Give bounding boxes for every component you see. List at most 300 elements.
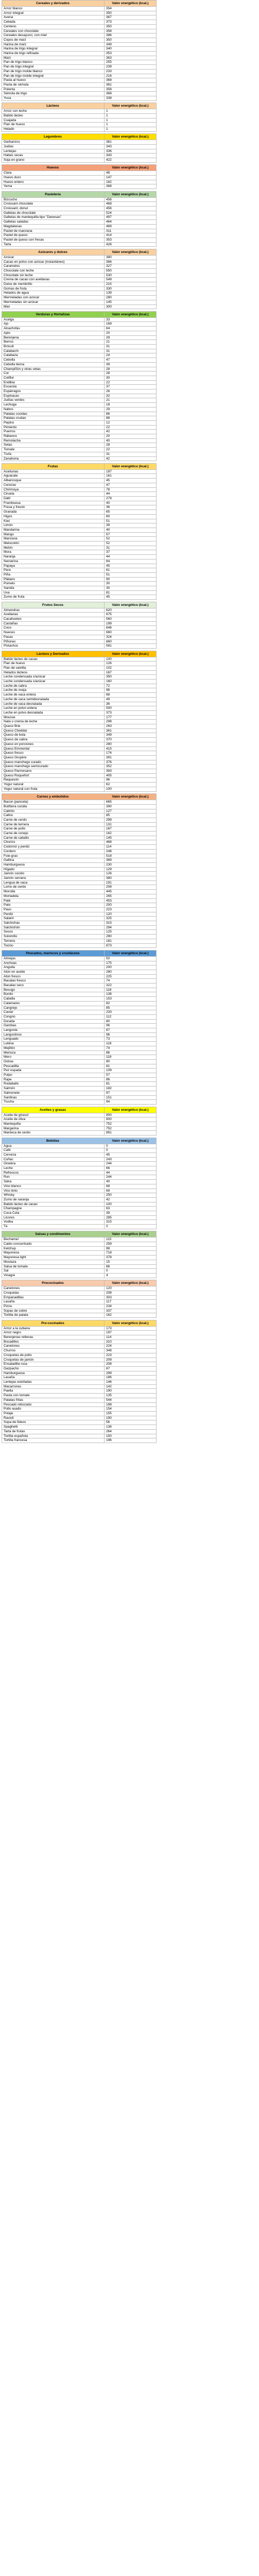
food-row (2, 1073, 157, 1078)
food-name: Yema (2, 184, 105, 189)
food-kcal: 21 (105, 340, 157, 345)
food-row (2, 532, 157, 537)
value-column-header: Valor energético (kcal.) (105, 165, 157, 171)
food-kcal: 154 (105, 1407, 157, 1412)
food-row (2, 559, 157, 564)
food-row (2, 1032, 157, 1037)
food-kcal: 285 (105, 1215, 157, 1220)
food-name: Cebada (2, 20, 105, 25)
food-row (2, 1340, 157, 1344)
food-name: Alcachofas (2, 327, 105, 331)
food-row (2, 430, 157, 434)
food-name: Gazpacho (2, 1366, 105, 1371)
food-name: Paté (2, 899, 105, 903)
section-table (2, 1107, 157, 1138)
food-row (2, 52, 157, 56)
food-kcal: 45 (105, 564, 157, 568)
food-row (2, 537, 157, 541)
food-name: Bizcocho (2, 197, 105, 202)
food-name: Sesos (2, 930, 105, 935)
food-name: Pastel de manzana (2, 229, 105, 233)
food-name: Galletas saladas (2, 220, 105, 225)
food-name: Salsa de tomate (2, 1264, 105, 1269)
food-name: Canelones (2, 1344, 105, 1349)
food-row (2, 738, 157, 742)
section-table (2, 463, 157, 602)
food-name: Queso Cheddar (2, 728, 105, 733)
food-name: Ternera (2, 939, 105, 943)
food-name: Sopas de sobre (2, 1309, 105, 1313)
food-row (2, 158, 157, 163)
food-name: Tortilla de patata (2, 1313, 105, 1318)
food-kcal: 191 (105, 880, 157, 885)
food-name: Flan de huevo (2, 662, 105, 666)
food-name: Salchichas (2, 921, 105, 926)
food-kcal: 280 (105, 296, 157, 300)
food-row (2, 1291, 157, 1295)
food-name: Manteca de cerdo (2, 1131, 105, 1136)
food-name: Sal (2, 1269, 105, 1274)
food-name: Uva (2, 590, 105, 595)
food-name: Chocolate sin leche (2, 273, 105, 278)
food-kcal: 243 (105, 1157, 157, 1162)
food-name: Dátil (2, 497, 105, 501)
food-kcal: 48 (105, 171, 157, 176)
food-row (2, 78, 157, 83)
food-name: Nata o crema de leche (2, 720, 105, 724)
food-row (2, 1358, 157, 1362)
food-row (2, 1144, 157, 1148)
food-kcal: 145 (105, 836, 157, 840)
food-name: Papaya (2, 564, 105, 568)
section-header (2, 1138, 157, 1144)
section-table (2, 191, 157, 249)
food-row (2, 1100, 157, 1105)
food-row (2, 582, 157, 586)
food-row (2, 510, 157, 515)
food-name: Rape (2, 1077, 105, 1082)
food-row (2, 96, 157, 101)
food-kcal: 33 (105, 317, 157, 322)
food-name: Vodka (2, 1220, 105, 1225)
food-kcal: 215 (105, 282, 157, 287)
food-row (2, 448, 157, 452)
food-row (2, 317, 157, 322)
food-kcal: 100 (105, 787, 157, 791)
food-name: Plátano (2, 577, 105, 582)
food-kcal: 255 (105, 60, 157, 65)
food-kcal: 497 (105, 215, 157, 220)
food-name: Soja en grano (2, 158, 105, 163)
food-kcal: 31 (105, 349, 157, 353)
food-kcal: 109 (105, 1069, 157, 1073)
food-name: Calamares (2, 1001, 105, 1006)
section-header (2, 191, 157, 197)
food-row (2, 907, 157, 912)
food-row (2, 956, 157, 961)
food-kcal: 363 (105, 56, 157, 60)
food-row (2, 123, 157, 127)
food-kcal: 138 (105, 992, 157, 997)
food-kcal: 115 (105, 1238, 157, 1242)
food-name: Refrescos (2, 1171, 105, 1175)
food-kcal: 80 (105, 1059, 157, 1064)
food-row (2, 800, 157, 805)
food-kcal: 20 (105, 331, 157, 335)
food-name: Patatas fritas (2, 1398, 105, 1402)
food-kcal: 230 (105, 862, 157, 867)
section-title: Salsas y condimentos (2, 1231, 105, 1238)
food-kcal: 114 (105, 1335, 157, 1340)
food-name: Berenjenas rellenas (2, 1335, 105, 1340)
food-row (2, 197, 157, 202)
food-name: Jamón cocido (2, 872, 105, 876)
food-row (2, 751, 157, 756)
food-kcal: 367 (105, 15, 157, 20)
food-row (2, 149, 157, 154)
food-row (2, 680, 157, 684)
food-kcal: 216 (105, 74, 157, 78)
food-name: Leche condensada c/azúcar (2, 675, 105, 680)
food-row (2, 747, 157, 751)
food-name: Ron (2, 1175, 105, 1180)
food-name: Magdalenas (2, 224, 105, 229)
food-row (2, 1300, 157, 1304)
food-row (2, 1189, 157, 1193)
food-name: Carne de conejo (2, 832, 105, 836)
food-kcal: 174 (105, 751, 157, 756)
food-name: Yogur natural (2, 783, 105, 787)
food-row (2, 769, 157, 774)
food-kcal: 0 (105, 1144, 157, 1148)
food-row (2, 20, 157, 25)
food-name: Queso fresco (2, 751, 105, 756)
food-row (2, 1376, 157, 1380)
food-row (2, 260, 157, 264)
food-kcal: 88 (105, 416, 157, 421)
food-name: Berros (2, 340, 105, 345)
food-kcal: 36 (105, 702, 157, 706)
food-kcal: 45 (105, 479, 157, 483)
food-name: Salchichón (2, 925, 105, 930)
food-kcal: 620 (105, 608, 157, 613)
food-kcal: 310 (105, 1340, 157, 1344)
food-row (2, 1260, 157, 1264)
food-kcal: 118 (105, 1042, 157, 1046)
food-name: Lomo de cerdo (2, 885, 105, 890)
food-row (2, 876, 157, 881)
food-row (2, 340, 157, 345)
food-name: Coco (2, 626, 105, 631)
food-row (2, 814, 157, 818)
food-row (2, 1113, 157, 1117)
food-kcal: 96 (105, 1024, 157, 1028)
food-row (2, 832, 157, 836)
food-kcal: 324 (105, 635, 157, 639)
food-row (2, 880, 157, 885)
food-kcal: 0 (105, 1148, 157, 1153)
food-name: Queso manchego semicurado (2, 765, 105, 769)
food-row (2, 885, 157, 890)
food-kcal: 354 (105, 7, 157, 11)
food-name: Galletas de mantequilla tipo "Danesas" (2, 215, 105, 220)
food-name: Caballa (2, 997, 105, 1002)
food-row (2, 675, 157, 680)
section-header (2, 1107, 157, 1113)
food-row (2, 434, 157, 439)
food-kcal: 57 (105, 532, 157, 537)
food-kcal: 62 (105, 783, 157, 787)
food-kcal: 37 (105, 550, 157, 555)
section-title: Pescados, mariscos y crustáceos (2, 950, 105, 956)
food-name: Foie-gras (2, 854, 105, 858)
food-name: Lasaña (2, 1300, 105, 1304)
food-row (2, 474, 157, 479)
food-row (2, 264, 157, 269)
food-kcal: 145 (105, 300, 157, 304)
food-kcal: 224 (105, 1344, 157, 1349)
food-kcal: 415 (105, 747, 157, 751)
food-kcal: 57 (105, 1073, 157, 1078)
food-name: Pescado rebozado (2, 1402, 105, 1407)
food-row (2, 1407, 157, 1412)
food-name: Cerveza (2, 1153, 105, 1157)
food-kcal: 175 (105, 961, 157, 965)
food-kcal: 327 (105, 264, 157, 269)
food-row (2, 773, 157, 778)
food-row (2, 935, 157, 939)
section-table (2, 1231, 157, 1280)
food-row (2, 389, 157, 394)
food-kcal: 248 (105, 849, 157, 854)
food-kcal: 325 (105, 917, 157, 921)
food-kcal: 190 (105, 1389, 157, 1394)
food-kcal: 386 (105, 33, 157, 38)
food-name: Paella (2, 1389, 105, 1394)
food-row (2, 1042, 157, 1046)
food-kcal: 393 (105, 769, 157, 774)
food-name: Almejas (2, 956, 105, 961)
food-row (2, 693, 157, 698)
food-row (2, 550, 157, 555)
food-kcal: 315 (105, 1220, 157, 1225)
food-kcal: 223 (105, 907, 157, 912)
food-name: Judías verdes (2, 398, 105, 403)
food-row (2, 380, 157, 385)
food-kcal: 414 (105, 233, 157, 238)
food-row (2, 497, 157, 501)
food-name: Higos (2, 514, 105, 519)
section-title: Frutas (2, 463, 105, 469)
section-title: Legumbres (2, 134, 105, 140)
food-kcal: 98 (105, 1246, 157, 1251)
food-name: Pato (2, 903, 105, 908)
food-kcal: 752 (105, 1126, 157, 1131)
food-name: Caramelos (2, 264, 105, 269)
food-name: Sandía (2, 586, 105, 591)
food-name: Dorada (2, 1019, 105, 1024)
food-name: Churros (2, 1349, 105, 1353)
food-row (2, 1037, 157, 1042)
food-row (2, 327, 157, 331)
food-row (2, 420, 157, 425)
food-kcal: 660 (105, 631, 157, 635)
food-row (2, 11, 157, 15)
food-name: Mejillón (2, 1046, 105, 1050)
food-name: Langostinos (2, 1032, 105, 1037)
food-name: Ketchup (2, 1246, 105, 1251)
food-row (2, 1434, 157, 1438)
food-name: Pan de trigo molde blanco (2, 69, 105, 74)
food-row (2, 1166, 157, 1171)
food-name: Pulpo (2, 1073, 105, 1078)
value-column-header: Valor energético (kcal.) (105, 463, 157, 469)
food-name: Aceite de oliva (2, 1117, 105, 1122)
food-kcal: 85 (105, 814, 157, 818)
food-name: Dulce de membrillo (2, 282, 105, 287)
food-name: Mero (2, 1055, 105, 1060)
food-row (2, 564, 157, 568)
food-row (2, 1131, 157, 1136)
section-table (2, 1280, 157, 1319)
section-title: Pre-cocinados (2, 1320, 105, 1326)
section-header (2, 249, 157, 255)
food-row (2, 286, 157, 291)
food-name: Ravioli (2, 1416, 105, 1420)
food-name: Gomas de fruta (2, 286, 105, 291)
food-kcal: 56 (105, 1420, 157, 1425)
food-row (2, 590, 157, 595)
food-kcal: 155 (105, 1411, 157, 1416)
food-name: Vino blanco (2, 1184, 105, 1189)
food-name: Harina de trigo integral (2, 47, 105, 52)
food-row (2, 1425, 157, 1430)
food-name: Pez espada (2, 1069, 105, 1073)
food-name: Copos de maíz (2, 38, 105, 42)
food-row (2, 349, 157, 353)
food-kcal: 456 (105, 197, 157, 202)
food-kcal: 81 (105, 1082, 157, 1087)
food-row (2, 1366, 157, 1371)
food-kcal: 182 (105, 1087, 157, 1091)
section-header (2, 651, 157, 657)
food-kcal: 42 (105, 1197, 157, 1202)
food-name: Perdiz (2, 912, 105, 917)
food-row (2, 282, 157, 287)
food-name: Bacon (panceta) (2, 800, 105, 805)
food-name: Lentejas estofadas (2, 1380, 105, 1385)
food-row (2, 546, 157, 550)
food-row (2, 1349, 157, 1353)
food-row (2, 403, 157, 408)
food-name: Arroz blanco (2, 7, 105, 11)
food-name: Leche de vaca entera (2, 693, 105, 698)
food-kcal: 361 (105, 140, 157, 145)
food-kcal: 752 (105, 1122, 157, 1126)
food-kcal: 52 (105, 541, 157, 546)
food-row (2, 979, 157, 984)
food-name: Mostaza (2, 1260, 105, 1264)
food-name: Cangrejo (2, 1006, 105, 1010)
food-kcal: 370 (105, 738, 157, 742)
food-name: Aceite de girasol (2, 1113, 105, 1117)
section-title: Cereales y derivados (2, 1, 105, 7)
food-row (2, 1059, 157, 1064)
food-name: Hígado (2, 867, 105, 872)
food-name: Sémola de trigo (2, 92, 105, 96)
food-kcal: 96 (105, 778, 157, 783)
food-name: Cebolla (2, 358, 105, 363)
section-header (2, 134, 157, 140)
food-name: Salmón (2, 1087, 105, 1091)
food-kcal: 22 (105, 448, 157, 452)
food-kcal: 311 (105, 229, 157, 233)
food-row (2, 778, 157, 783)
food-row (2, 523, 157, 528)
food-name: Trufa (2, 452, 105, 456)
food-kcal: 673 (105, 943, 157, 948)
food-row (2, 894, 157, 899)
food-name: Lubina (2, 1042, 105, 1046)
food-kcal: 1 (105, 127, 157, 132)
food-name: Salami (2, 917, 105, 921)
food-row (2, 38, 157, 42)
food-row (2, 997, 157, 1002)
food-kcal: 390 (105, 804, 157, 809)
food-kcal: 94 (105, 1100, 157, 1105)
food-row (2, 961, 157, 965)
food-kcal: 117 (105, 1300, 157, 1304)
food-row (2, 501, 157, 505)
food-row (2, 376, 157, 380)
food-row (2, 180, 157, 184)
food-row (2, 82, 157, 87)
food-kcal: 376 (105, 760, 157, 765)
food-row (2, 621, 157, 626)
food-kcal: 197 (105, 1331, 157, 1335)
food-name: Avena (2, 15, 105, 20)
food-kcal: 223 (105, 1353, 157, 1358)
food-kcal: 353 (105, 238, 157, 242)
food-kcal: 167 (105, 827, 157, 832)
food-kcal: 96 (105, 1032, 157, 1037)
food-row (2, 87, 157, 92)
food-kcal: 120 (105, 912, 157, 917)
food-name: Mantequilla (2, 1122, 105, 1126)
food-name: Coca Cola (2, 1211, 105, 1216)
food-name: Vino tinto (2, 1189, 105, 1193)
section-title: Azúcares y dulces (2, 249, 105, 255)
food-row (2, 1117, 157, 1122)
food-name: Aceitunas (2, 469, 105, 474)
food-name: Pepino (2, 420, 105, 425)
food-row (2, 296, 157, 300)
food-name: Pimiento (2, 425, 105, 430)
food-name: Queso Gruyère (2, 755, 105, 760)
food-kcal: 74 (105, 979, 157, 984)
food-kcal: 353 (105, 52, 157, 56)
food-kcal: 464 (105, 220, 157, 225)
food-name: Queso de bola (2, 733, 105, 738)
food-row (2, 385, 157, 389)
food-kcal: 52 (105, 537, 157, 541)
food-row (2, 291, 157, 296)
food-name: Bechamel (2, 1238, 105, 1242)
food-kcal: 368 (105, 78, 157, 83)
food-kcal: 290 (105, 935, 157, 939)
food-kcal: 280 (105, 742, 157, 747)
section-header (2, 602, 157, 608)
